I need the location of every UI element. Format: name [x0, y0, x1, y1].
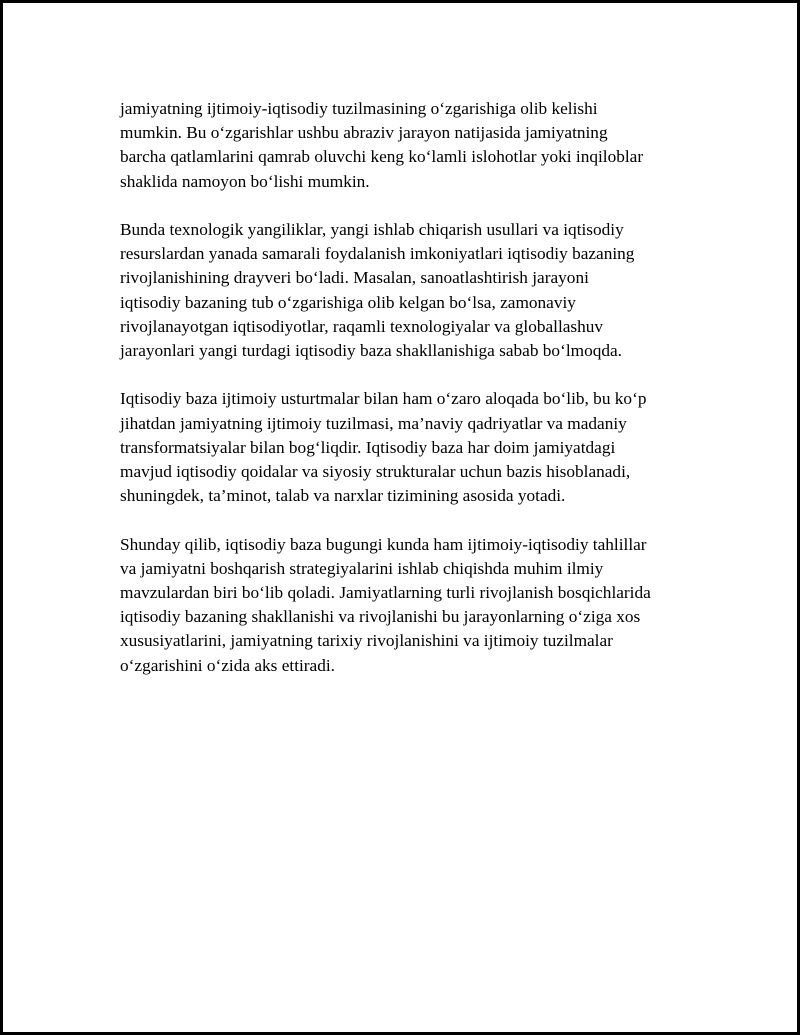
text-line: mumkin. Bu o‘zgarishlar ushbu abraziv jarayon natijasida jamiyatning [120, 123, 608, 143]
text-line: iqtisodiy bazaning shakllanishi va rivojlanishi bu jarayonlarning o‘ziga xos [120, 607, 641, 627]
paragraph-3 [120, 387, 700, 508]
text-line: rivojlanayotgan iqtisodiyotlar, raqamli texnologiyalar va globallashuv [120, 316, 604, 336]
text-line: Iqtisodiy baza ijtimoiy usturtmalar bilan ham o‘zaro aloqada bo‘lib, bu ko‘p [120, 389, 647, 409]
text-line: Bunda texnologik yangiliklar, yangi ishlab chiqarish usullari va iqtisodiy [120, 220, 624, 239]
text-line: mavzulardan biri bo‘lib qoladi. Jamiyatlarning turli rivojlanish bosqichlarida [120, 583, 651, 603]
paragraph-1 [120, 97, 700, 194]
text-line: jarayonlari yangi turdagi iqtisodiy baza shakllanishiga sabab bo‘lmoqda. [120, 341, 622, 361]
text-line: jihatdan jamiyatning ijtimoiy tuzilmasi, ma’naviy qadriyatlar va madaniy [120, 413, 627, 433]
text-line: shaklida namoyon bo‘lishi mumkin. [120, 171, 370, 191]
text-line: barcha qatlamlarini qamrab oluvchi keng ko‘lamli islohotlar yoki inqiloblar [120, 147, 644, 167]
text-line: transformatsiyalar bilan bog‘liqdir. Iqtisodiy baza har doim jamiyatdagi [120, 437, 616, 457]
text-line: va jamiyatni boshqarish strategiyalarini ishlab chiqishda muhim ilmiy [120, 558, 604, 578]
text-line: Shunday qilib, iqtisodiy baza bugungi kunda ham ijtimoiy-iqtisodiy tahlillar [120, 534, 647, 554]
text-line: xususiyatlarini, jamiyatning tarixiy rivojlanishini va ijtimoiy tuzilmalar [120, 631, 613, 651]
text-line: jamiyatning ijtimoiy-iqtisodiy tuzilmasining o‘zgarishiga olib kelishi [120, 99, 598, 118]
text-line: resurslardan yanada samarali foydalanish imkoniyatlari iqtisodiy bazaning [120, 244, 635, 264]
text-line: o‘zgarishini o‘zida aks ettiradi. [120, 655, 335, 675]
text-line: rivojlanishining drayveri bo‘ladi. Masalan, sanoatlashtirish jarayoni [120, 268, 589, 288]
text-line: mavjud iqtisodiy qoidalar va siyosiy strukturalar uchun bazis hisoblanadi, [120, 462, 631, 482]
text-line: shuningdek, ta’minot, talab va narxlar tizimining asosida yotadi. [120, 486, 566, 506]
paragraph-4 [120, 533, 700, 678]
document-body [120, 97, 700, 702]
text-line: iqtisodiy bazaning tub o‘zgarishiga olib kelgan bo‘lsa, zamonaviy [120, 292, 576, 312]
paragraph-2 [120, 218, 700, 363]
